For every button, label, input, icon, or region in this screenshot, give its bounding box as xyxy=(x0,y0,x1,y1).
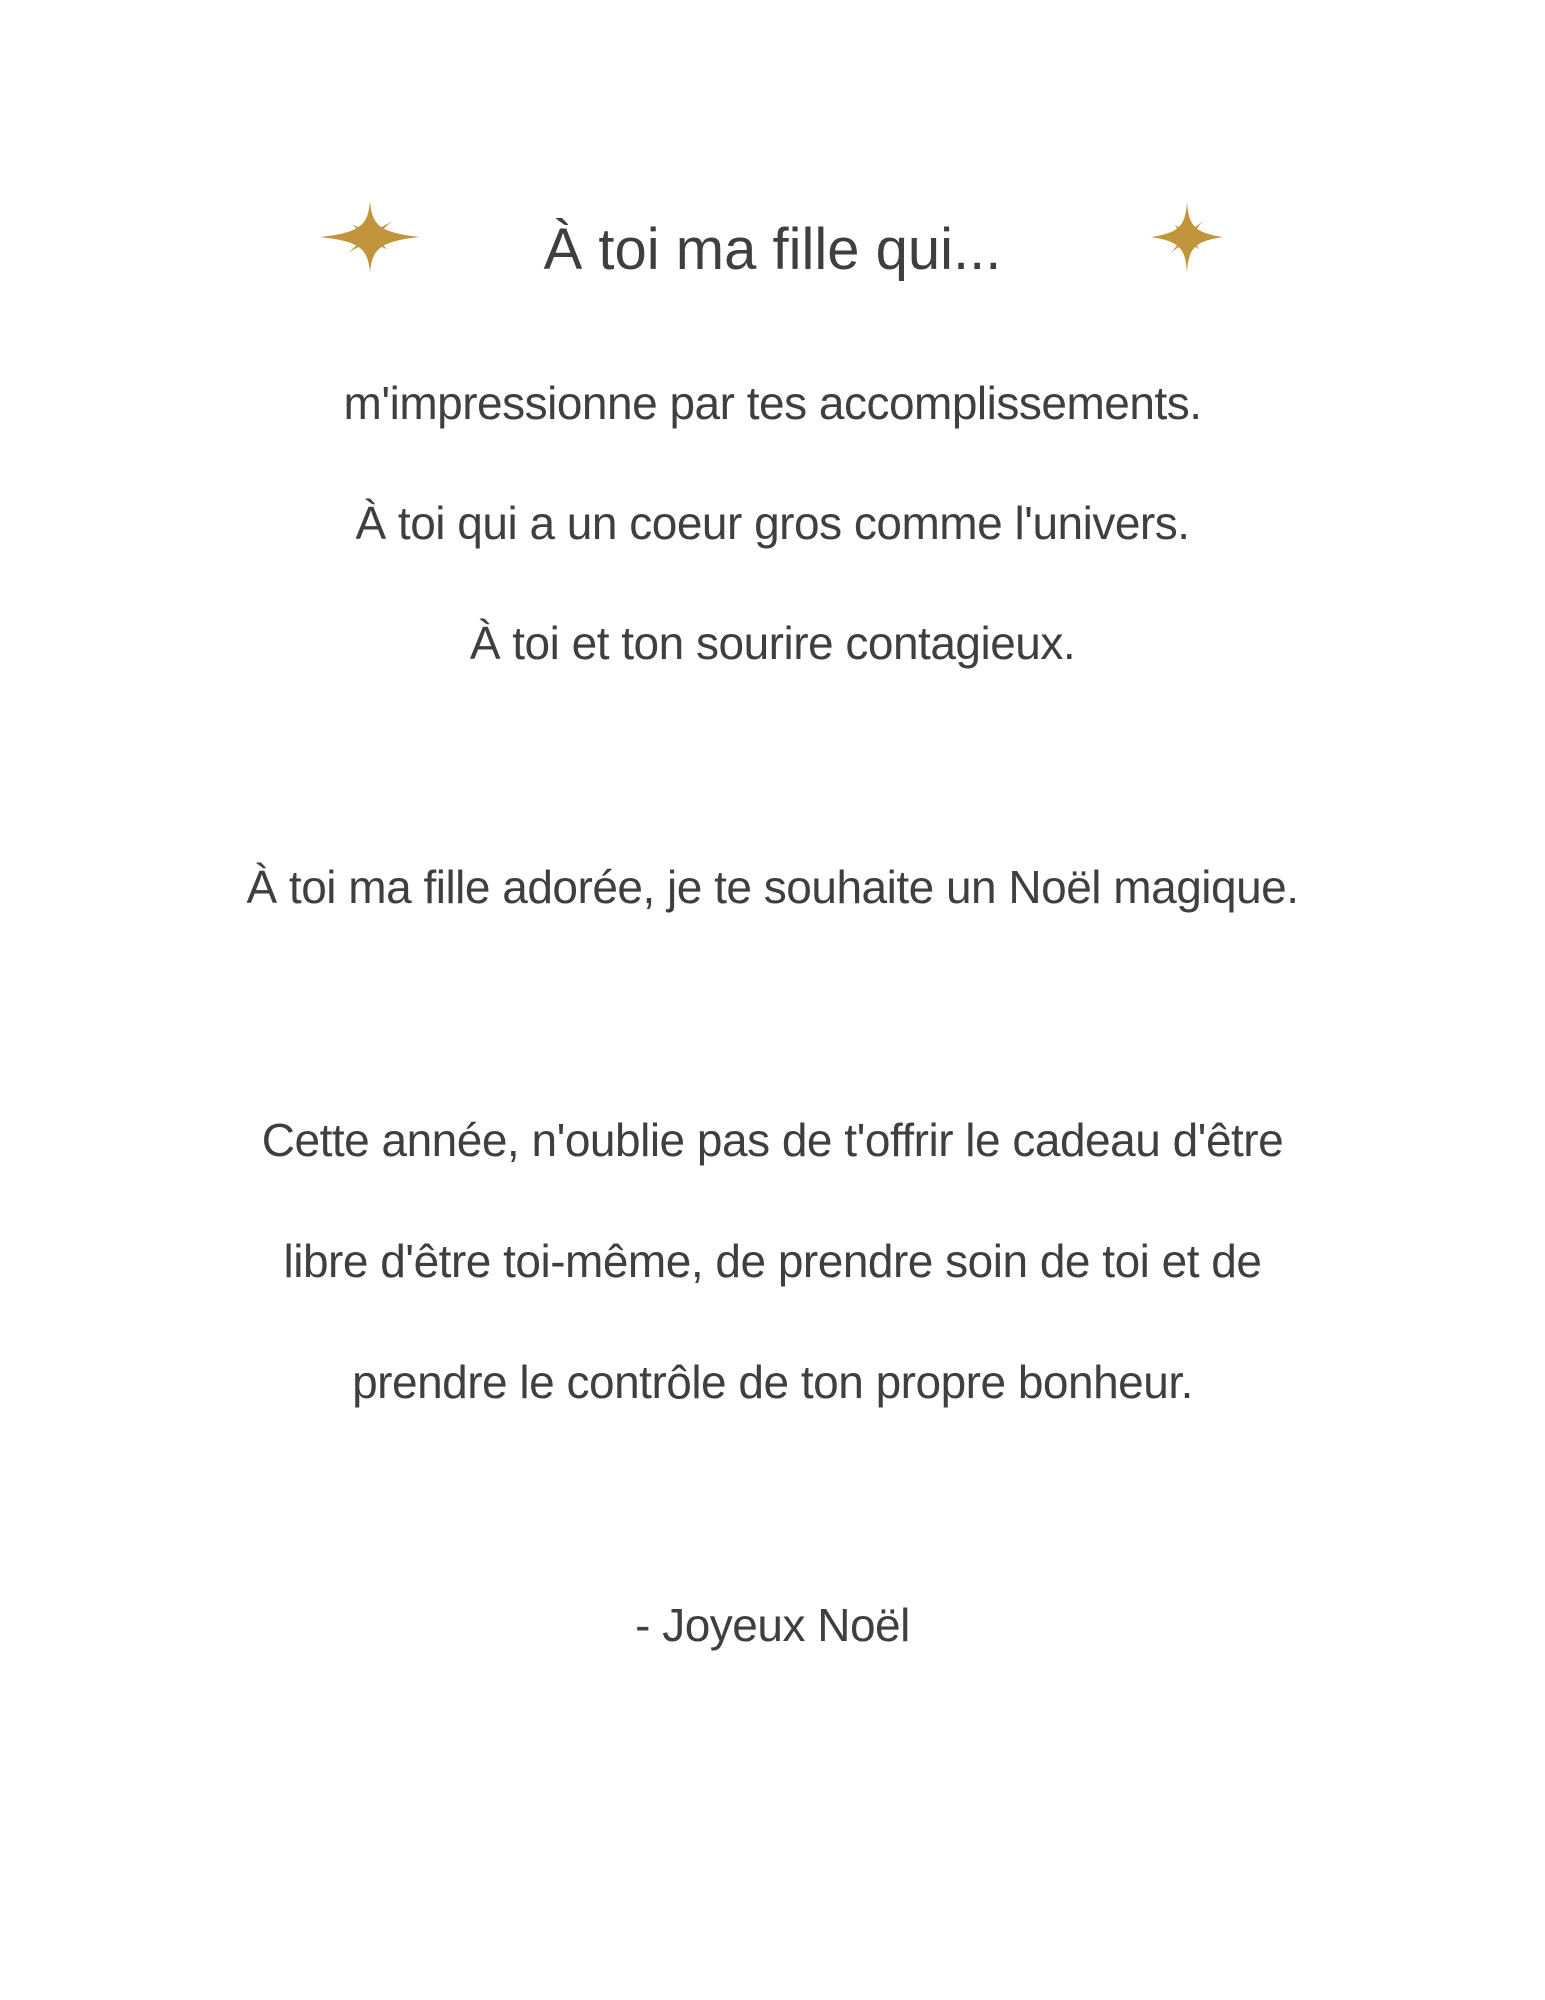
card-line: Cette année, n'oublie pas de t'offrir le cadeau d'être xyxy=(261,1114,1284,1166)
card-line: À toi qui a un coeur gros comme l'univers. xyxy=(355,497,1190,549)
card-line: À toi et ton sourire contagieux. xyxy=(469,617,1076,669)
card-signature: - Joyeux Noël xyxy=(635,1599,910,1651)
card-line: prendre le contrôle de ton propre bonheur. xyxy=(352,1356,1193,1408)
card-line: m'impressionne par tes accomplissements. xyxy=(343,377,1202,429)
card-line: À toi ma fille adorée, je te souhaite un Noël magique. xyxy=(246,861,1299,913)
card-title: À toi ma fille qui... xyxy=(543,217,1002,282)
card-line: libre d'être toi-même, de prendre soin de toi et de xyxy=(283,1235,1262,1287)
